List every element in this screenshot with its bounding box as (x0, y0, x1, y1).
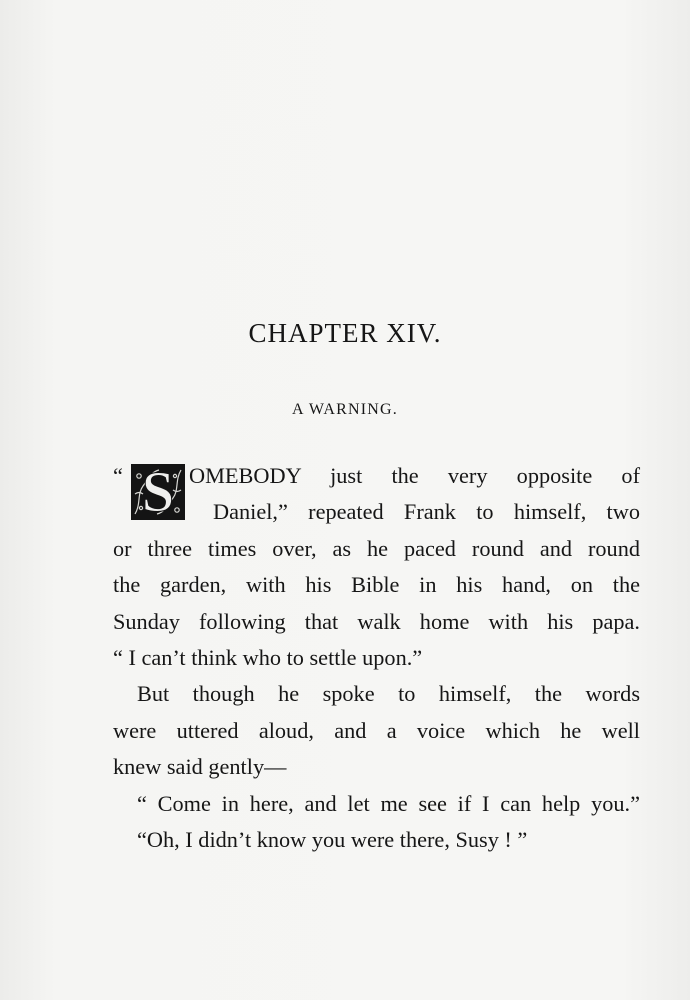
paragraph-line: “ I can’t think who to settle upon.” (113, 644, 423, 670)
paragraph-line: or three times over, as he paced round and round (113, 535, 640, 561)
paragraph-line: the garden, with his Bible in his hand, on the (113, 572, 640, 598)
paragraph-line: “ Come in here, and let me see if I can help you.” (137, 790, 640, 816)
chapter-subtitle: A WARNING. (292, 401, 398, 418)
body-text (113, 458, 640, 858)
drop-cap-letter: S (141, 464, 175, 520)
paragraph-line: Sunday following that walk home with his papa. (113, 608, 640, 634)
drop-cap-ornament (131, 464, 185, 520)
paragraph-line: “Oh, I didn’t know you were there, Susy ! ” (137, 826, 528, 852)
drop-cap-paragraph-start (113, 458, 640, 531)
paragraph-line: OMEBODY just the very opposite of (189, 463, 640, 488)
paragraph-line: But though he spoke to himself, the words (137, 681, 640, 707)
opening-quote: “ (113, 463, 123, 488)
chapter-title: CHAPTER XIV. (248, 318, 442, 348)
paragraph-line: Daniel,” repeated Frank to himself, two (213, 499, 640, 525)
paragraph-line: knew said gently— (113, 754, 287, 780)
bleed-through-text (108, 112, 668, 163)
paragraph-line: were uttered aloud, and a voice which he well (113, 717, 640, 743)
